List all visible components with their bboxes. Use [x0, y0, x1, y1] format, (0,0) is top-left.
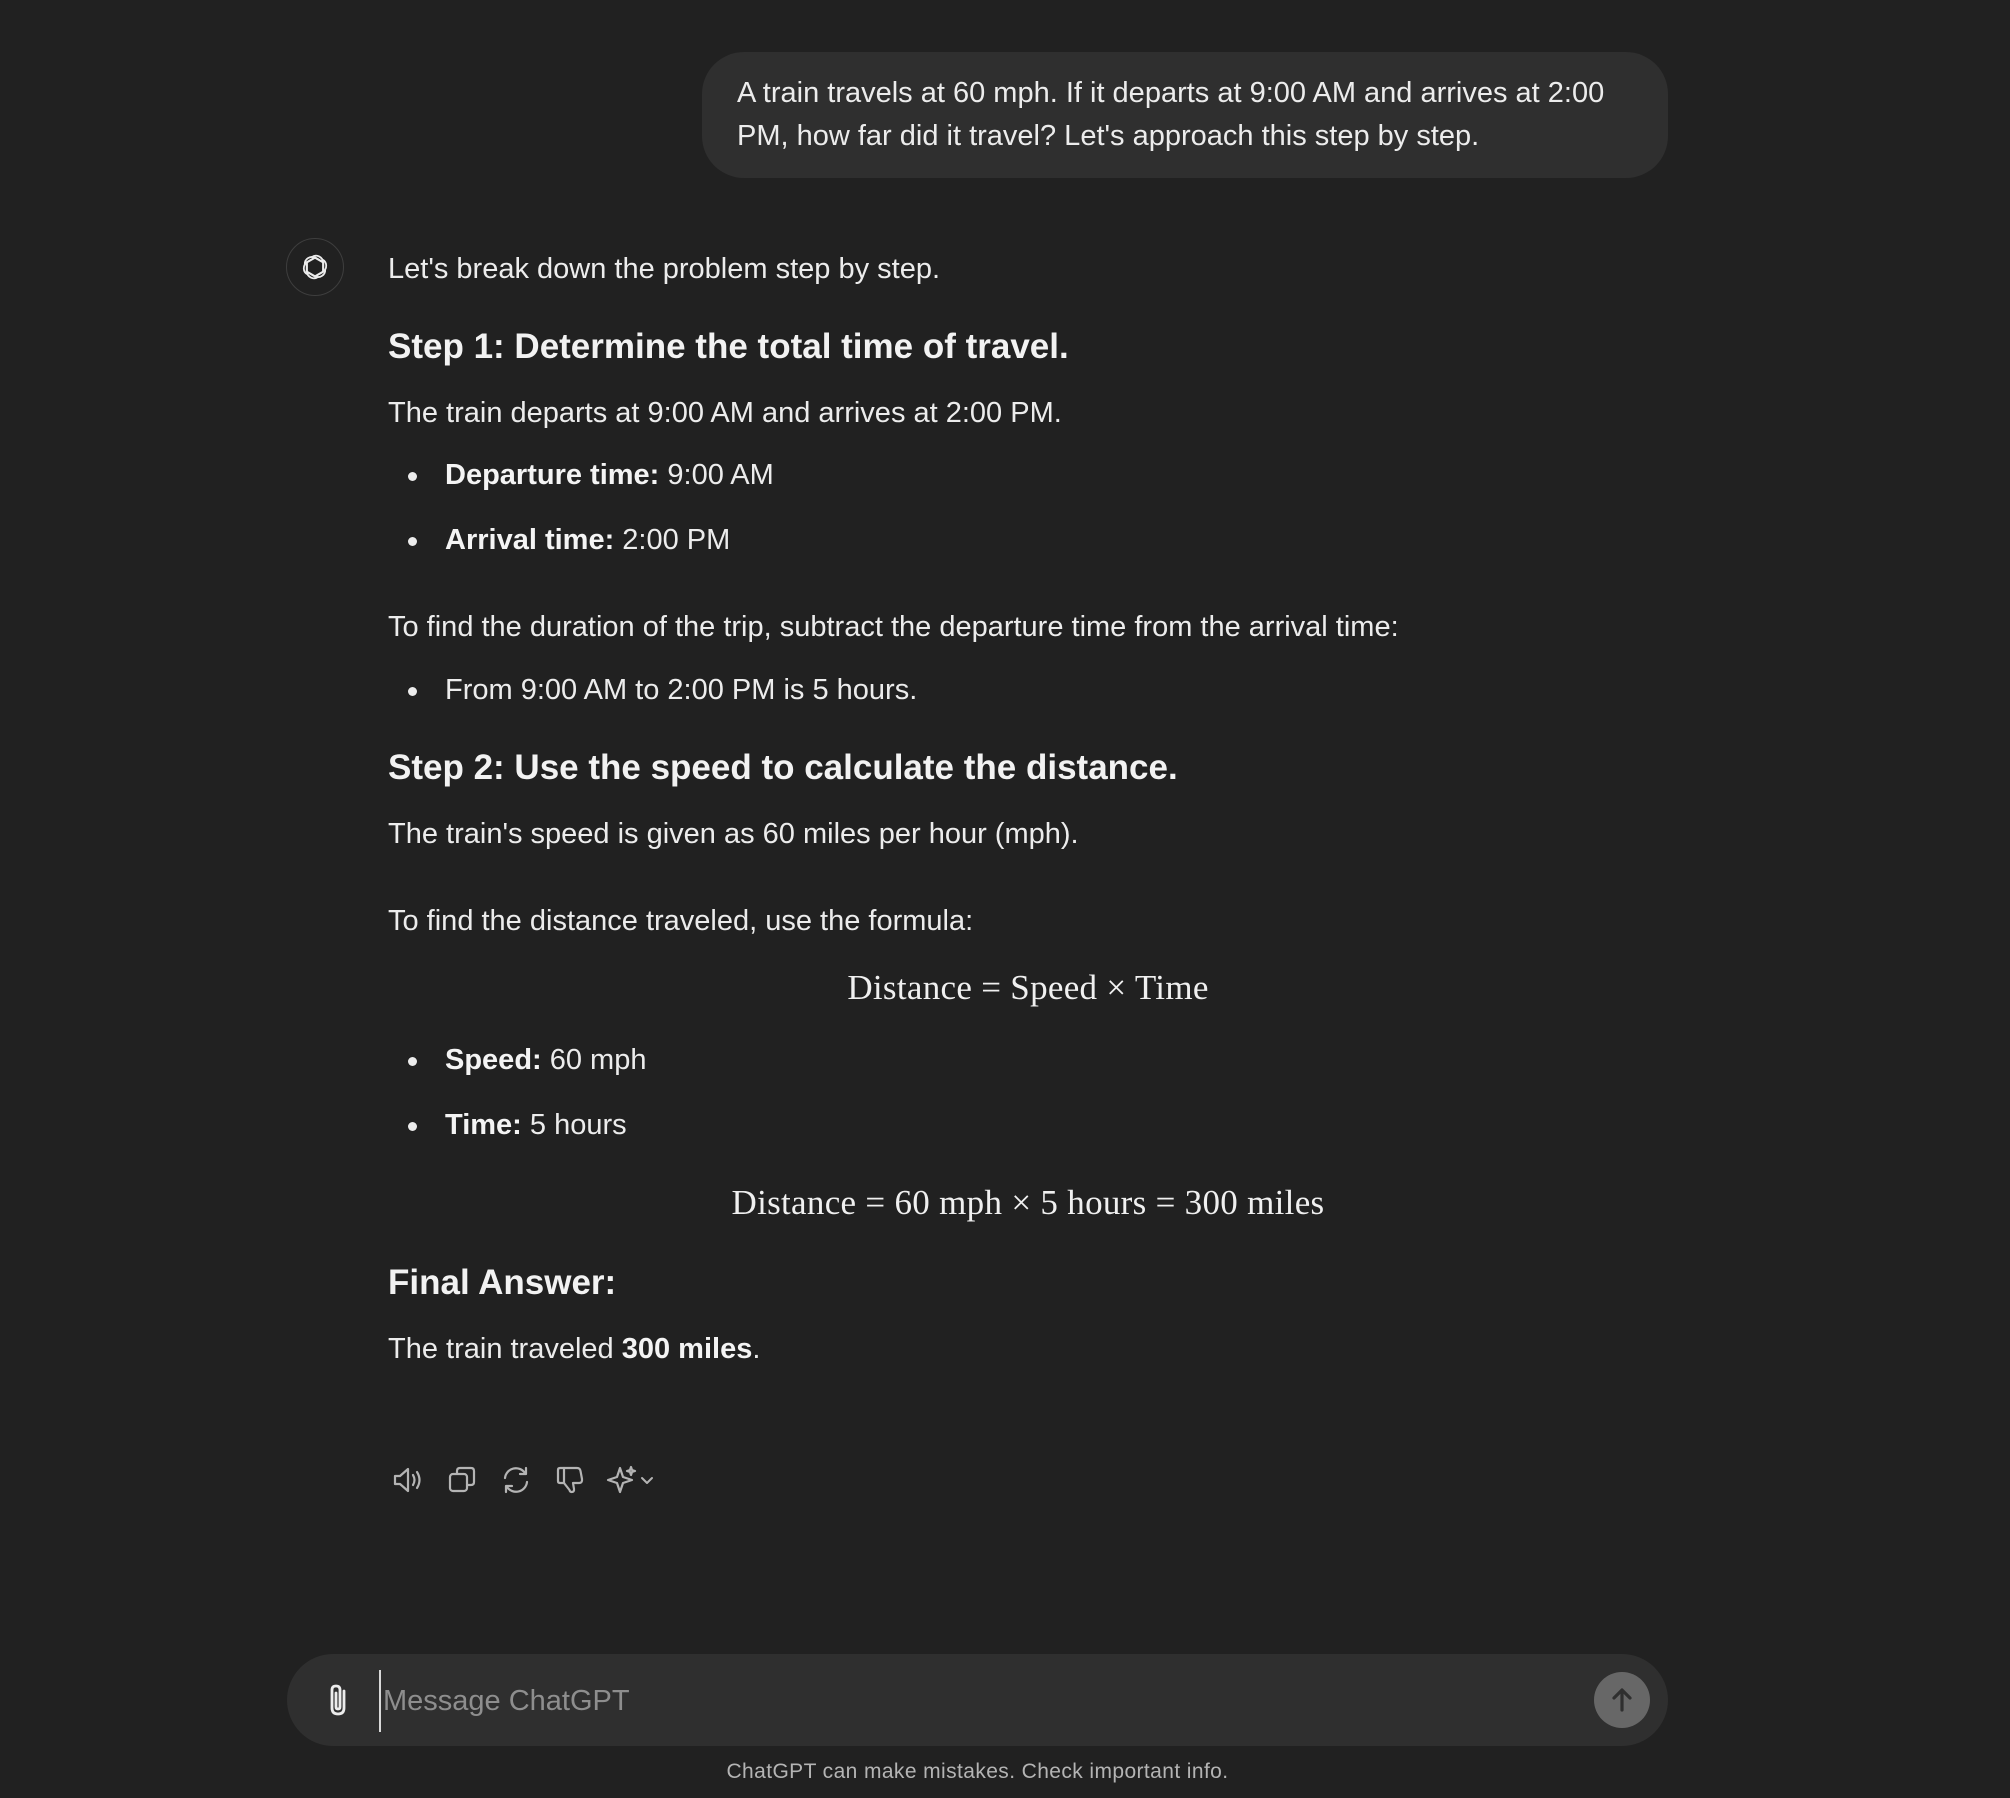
- thumbs-down-icon: [554, 1464, 586, 1496]
- message-composer: [287, 1654, 1668, 1746]
- send-button[interactable]: [1594, 1672, 1650, 1728]
- message-input[interactable]: [379, 1670, 1465, 1732]
- step1-text: The train departs at 9:00 AM and arrives at 2:00 PM.: [388, 397, 1062, 429]
- paperclip-icon: [322, 1681, 356, 1719]
- time-value: 5 hours: [521, 1109, 627, 1141]
- assistant-message: [388, 248, 1668, 1370]
- copy-icon: [446, 1464, 478, 1496]
- distance-formula: Distance = Speed × Time: [847, 968, 1209, 1007]
- speed-value: 60 mph: [541, 1044, 647, 1076]
- assistant-avatar: [286, 238, 344, 296]
- final-text-after: .: [752, 1333, 761, 1365]
- final-answer: 300 miles: [621, 1333, 753, 1365]
- list-item: [388, 519, 1668, 561]
- read-aloud-button[interactable]: [388, 1460, 428, 1500]
- speed-text: The train's speed is given as 60 miles per hour (mph).: [388, 818, 1079, 850]
- regenerate-button[interactable]: [496, 1460, 536, 1500]
- arrival-label: Arrival time:: [445, 524, 615, 556]
- arrival-value: 2:00 PM: [614, 524, 731, 556]
- final-text: [388, 1328, 1668, 1370]
- attach-button[interactable]: [317, 1678, 361, 1722]
- final-heading: Final Answer:: [388, 1263, 617, 1302]
- list-item: [388, 1039, 1668, 1081]
- distance-calculation: Distance = 60 mph × 5 hours = 300 miles: [731, 1183, 1325, 1222]
- copy-button[interactable]: [442, 1460, 482, 1500]
- duration-list: [388, 669, 1668, 711]
- message-actions: [388, 1460, 676, 1500]
- list-item: [388, 454, 1668, 496]
- thumbs-down-button[interactable]: [550, 1460, 590, 1500]
- arrow-up-icon: [1607, 1685, 1637, 1715]
- assistant-intro: Let's break down the problem step by step.: [388, 253, 941, 285]
- read-aloud-icon: [391, 1463, 425, 1497]
- formula-intro: To find the distance traveled, use the formula:: [388, 905, 974, 937]
- step1-time-list: [388, 454, 1668, 561]
- step2-values-list: [388, 1039, 1668, 1146]
- list-item: [388, 1104, 1668, 1146]
- regenerate-icon: [500, 1464, 532, 1496]
- switch-model-button[interactable]: [604, 1460, 662, 1500]
- disclaimer: ChatGPT can make mistakes. Check important info.: [726, 1760, 1229, 1783]
- user-message-text: A train travels at 60 mph. If it departs at 9:00 AM and arrives at 2:00 PM, how far did it travel? Let's approach this step by step.: [737, 77, 1605, 152]
- final-text-before: The train traveled: [388, 1333, 622, 1365]
- duration-text: To find the duration of the trip, subtract the departure time from the arrival time:: [388, 611, 1399, 643]
- step2-heading: Step 2: Use the speed to calculate the distance.: [388, 748, 1178, 787]
- list-item: From 9:00 AM to 2:00 PM is 5 hours.: [388, 669, 1668, 711]
- step1-heading: Step 1: Determine the total time of travel.: [388, 327, 1069, 366]
- user-message-bubble: [702, 52, 1668, 178]
- speed-label: Speed:: [445, 1044, 542, 1076]
- departure-label: Departure time:: [445, 459, 660, 491]
- openai-logo-icon: [298, 250, 332, 284]
- sparkle-model-icon: [606, 1463, 660, 1497]
- departure-value: 9:00 AM: [659, 459, 774, 491]
- time-label: Time:: [445, 1109, 522, 1141]
